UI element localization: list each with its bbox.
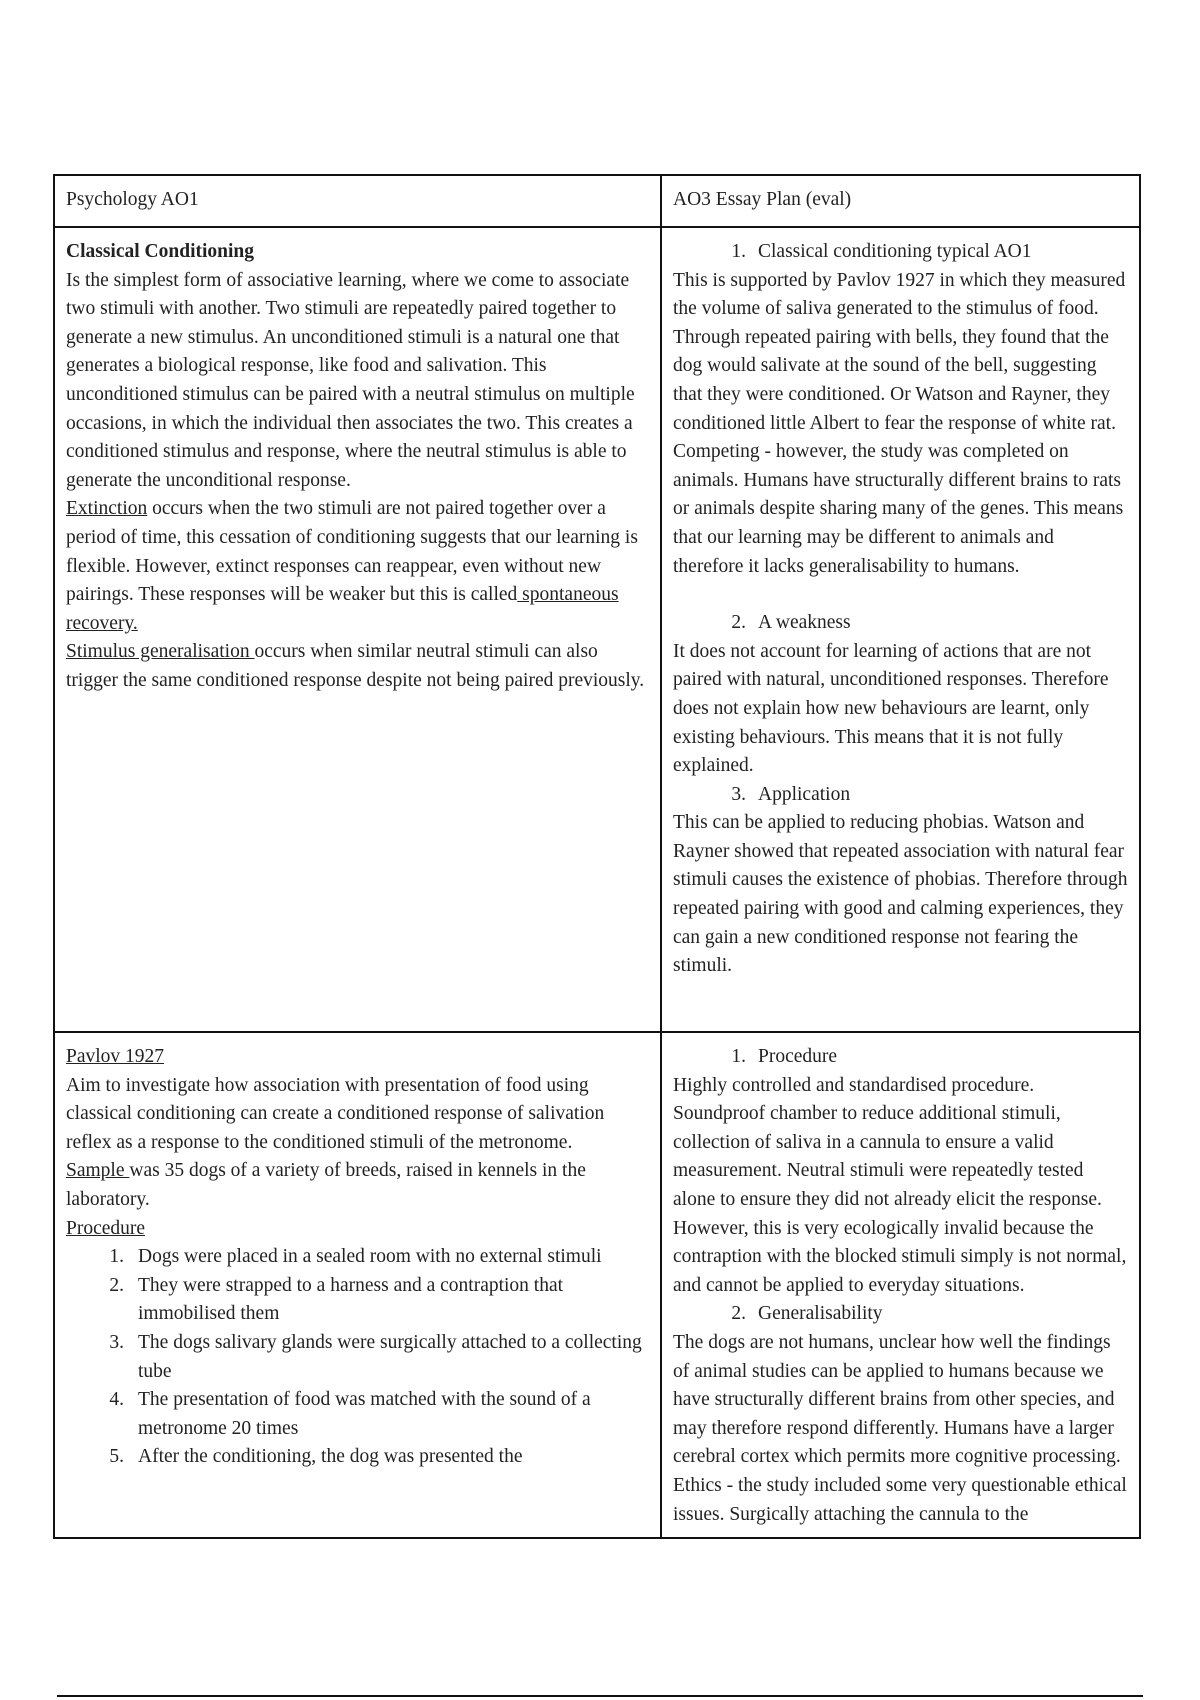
point-number: 2. (731, 1303, 746, 1325)
point-number: 3. (731, 783, 746, 805)
list-item (66, 1329, 649, 1386)
notes-table (53, 174, 1141, 1539)
extinction-term: Extinction (66, 498, 148, 520)
cell-ao3-pavlov (661, 1032, 1140, 1538)
point-number: 1. (731, 1046, 746, 1067)
sample-text: was 35 dogs of a variety of breeds, raised in kennels in the laboratory. (66, 1160, 586, 1210)
step-text: The dogs salivary glands were surgically attached to a collecting tube (138, 1331, 642, 1382)
study-title: Pavlov 1927 (66, 1046, 165, 1067)
point-text: This is supported by Pavlov 1927 in which they measured the volume of saliva generated to the stimulus of food. Through repeated pairing with bells, they found that the dog would salivate at the sound of the bell, suggesting that they were conditioned. Or Watson and Rayner, they conditioned little Albert to fear the response of white rat. (673, 269, 1126, 434)
point-heading (673, 1043, 1128, 1072)
point-title: Procedure (758, 1046, 838, 1067)
step-number: 1. (109, 1246, 124, 1268)
list-item (66, 1272, 649, 1329)
point-number: 1. (731, 241, 746, 262)
point-heading (673, 238, 1128, 267)
list-item (66, 1243, 649, 1272)
step-text: Dogs were placed in a sealed room with no external stimuli (138, 1246, 602, 1268)
competing-text: Competing - however, the study was completed on animals. Humans have structurally different brains to rats or animals despite sharing many of the genes. This means that our learning may be different to animals and therefore it lacks generalisability to humans. (673, 441, 1124, 577)
point-title: A weakness (758, 612, 851, 634)
procedure-heading: Procedure (66, 1217, 146, 1239)
point-number: 2. (731, 612, 746, 634)
row-pavlov (54, 1032, 1140, 1538)
step-number: 3. (109, 1331, 124, 1353)
step-text: They were strapped to a harness and a contraption that immobilised them (138, 1274, 564, 1325)
extinction-paragraph (66, 495, 649, 638)
ethics-text: Ethics - the study included some very questionable ethical issues. Surgically attaching the cannula to the (673, 1474, 1127, 1525)
cell-ao1-classical-conditioning (54, 227, 661, 1032)
generalisation-text: occurs when similar neutral stimuli can also trigger the same conditioned response despite not being paired previously. (66, 641, 645, 691)
list-item (66, 1443, 649, 1472)
point-text: It does not account for learning of actions that are not paired with natural, unconditioned responses. Therefore does not explain how new behaviours are learnt, only existing behaviours. This means that it is not fully explained. (673, 640, 1109, 777)
definition-paragraph: Is the simplest form of associative learning, where we come to associate two stimuli with another. Two stimuli are repeatedly paired together to generate a new stimulus. An unconditioned stimuli is a natural one that generates a biological response, like food and salivation. This unconditioned stimulus can be paired with a neutral stimulus on multiple occasions, in which the individual then associates the two. This creates a conditioned stimulus and response, where the neutral stimulus is able to generate the unconditional response. (66, 269, 635, 491)
spontaneous-recovery-term: spontaneous recovery. (66, 584, 619, 634)
cell-ao3-classical-conditioning (661, 227, 1140, 1032)
sample-paragraph (66, 1157, 649, 1214)
sample-term: Sample (66, 1160, 130, 1182)
point-text: Highly controlled and standardised procedure. Soundproof chamber to reduce additional stimuli, collection of saliva in a cannula to ensure a valid measurement. Neutral stimuli were repeatedly tested alone to ensure they did not already elicit the response. However, this is very ecologically invalid because the contraption with the blocked stimuli simply is not normal, and cannot be applied to everyday situations. (673, 1074, 1127, 1296)
page-divider (57, 1695, 1143, 1697)
cell-ao1-pavlov (54, 1032, 661, 1538)
point-heading (673, 781, 1128, 810)
header-left: Psychology AO1 (54, 175, 661, 227)
aim-text: Aim to investigate how association with presentation of food using classical conditioning can create a conditioned response of salivation reflex as a response to the conditioned stimuli of the metronome. (66, 1074, 605, 1153)
point-title: Application (758, 783, 851, 805)
point-title: Classical conditioning typical AO1 (758, 241, 1032, 262)
generalisation-paragraph (66, 638, 649, 695)
extinction-text: occurs when the two stimuli are not paired together over a period of time, this cessation of conditioning suggests that our learning is flexible. However, extinct responses can reappear, even without new pairings. These responses will be weaker but this is called (66, 498, 638, 606)
step-text: After the conditioning, the dog was presented the (138, 1446, 523, 1468)
generalisation-term: Stimulus generalisation (66, 641, 255, 663)
header-row (54, 175, 1140, 227)
point-heading (673, 1300, 1128, 1329)
section-title: Classical Conditioning (66, 241, 255, 262)
step-number: 4. (109, 1389, 124, 1411)
point-title: Generalisability (758, 1303, 883, 1325)
point-text: This can be applied to reducing phobias. Watson and Rayner showed that repeated association with natural fear stimuli causes the existence of phobias. Therefore through repeated pairing with good and calming experiences, they can gain a new conditioned response not fearing the stimuli. (673, 812, 1128, 977)
point-text: The dogs are not humans, unclear how well the findings of animal studies can be applied to humans because we have structurally different brains from other species, and may therefore respond differently. Humans have a larger cerebral cortex which permits more cognitive processing. (673, 1331, 1121, 1468)
procedure-steps (66, 1243, 649, 1472)
spacer (673, 581, 1128, 609)
step-text: The presentation of food was matched with the sound of a metronome 20 times (138, 1389, 591, 1439)
point-heading (673, 609, 1128, 638)
row-classical-conditioning (54, 227, 1140, 1032)
list-item (66, 1386, 649, 1443)
step-number: 5. (109, 1446, 124, 1468)
step-number: 2. (109, 1274, 124, 1296)
header-right: AO3 Essay Plan (eval) (661, 175, 1140, 227)
